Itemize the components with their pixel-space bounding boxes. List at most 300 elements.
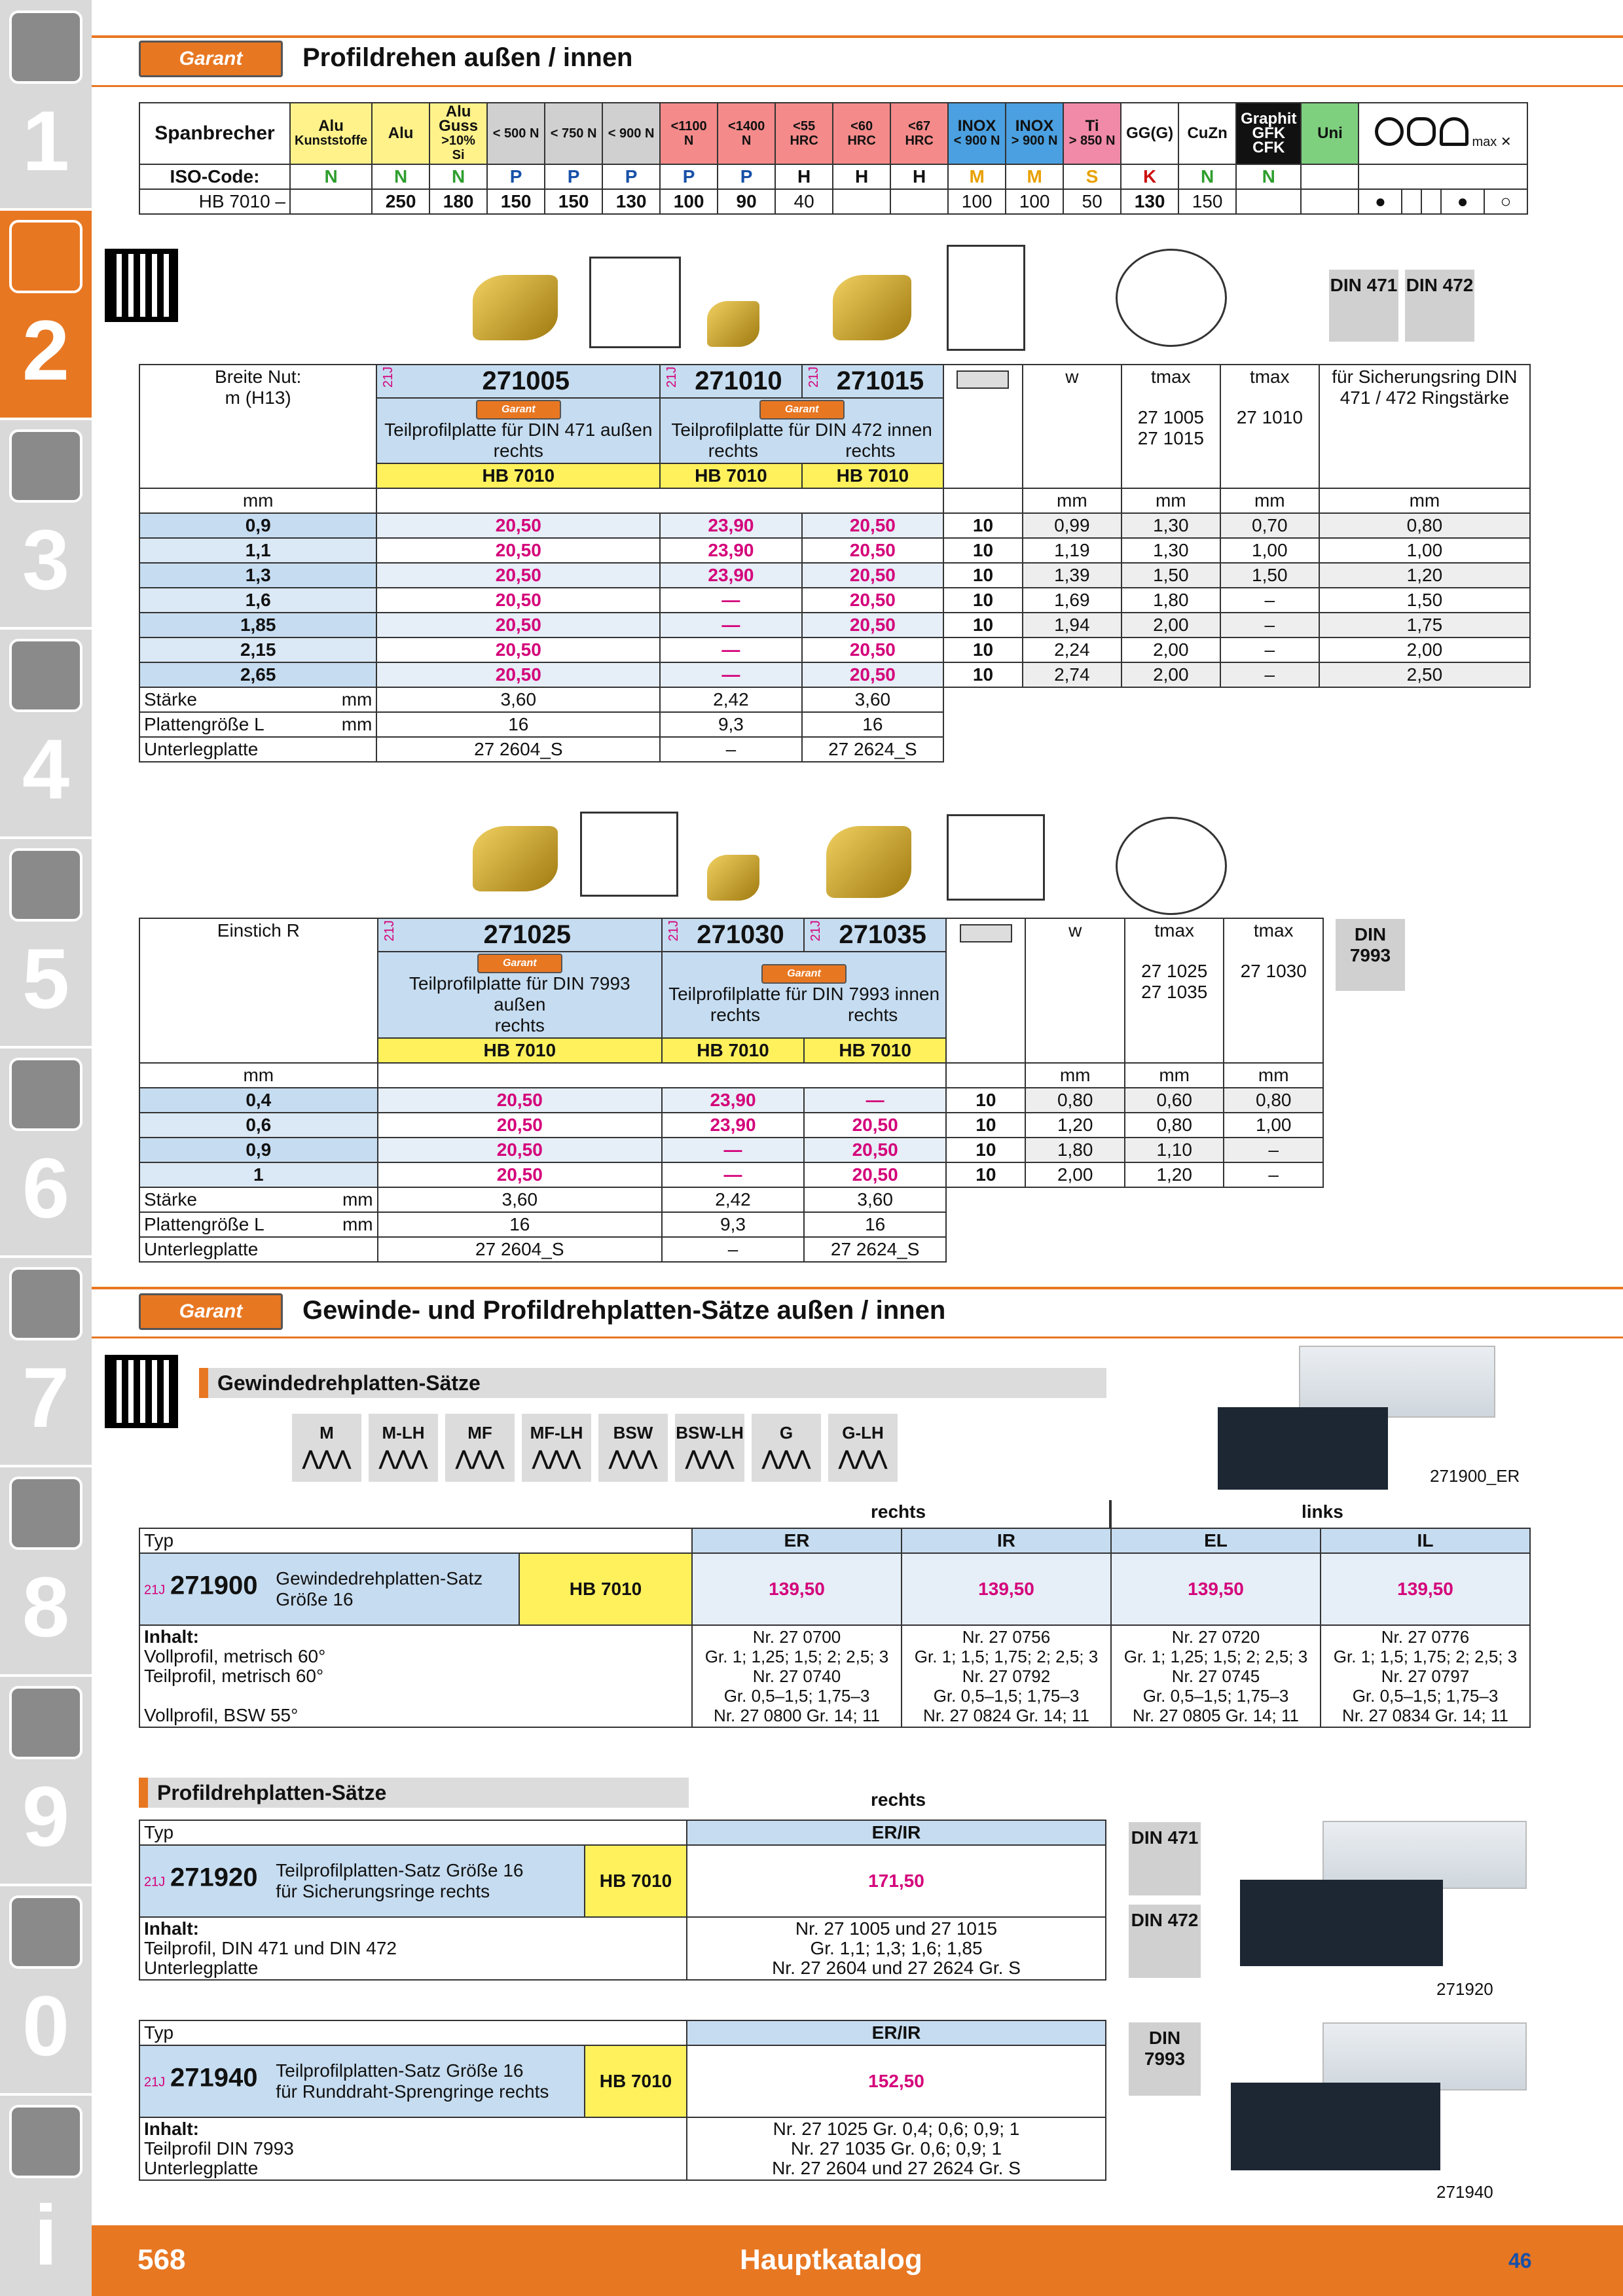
cutting-speed: [1236, 189, 1301, 214]
label-text: Unterlegplatte: [144, 739, 259, 759]
typ-header: Typ: [139, 1820, 687, 1845]
content-line: Gr. 0,5–1,5; 1,75–3: [933, 1686, 1080, 1706]
divider: [0, 2093, 92, 2096]
header-text: m (H13): [225, 387, 291, 408]
table-row: [139, 712, 1530, 737]
material-column: [1063, 103, 1121, 164]
set-box-photo: [1218, 1407, 1388, 1490]
insert-photo: [826, 826, 911, 898]
table-cell: [946, 1063, 1025, 1088]
chapter-number: 9: [22, 1768, 70, 1864]
material-column: [487, 103, 545, 164]
table-cell: –: [1224, 1138, 1323, 1162]
row-label: [139, 712, 376, 737]
thread-label: G: [779, 1423, 793, 1443]
material-column: [890, 103, 948, 164]
din-472-badge: DIN 472: [1405, 270, 1474, 342]
section-divider: [92, 85, 1623, 87]
column-header: IL: [1321, 1528, 1530, 1553]
divider: [0, 627, 92, 630]
table-cell: —: [804, 1088, 946, 1113]
nav-item-chapter[interactable]: [0, 1885, 92, 2094]
dimension-header: [139, 918, 378, 1063]
table-row: [139, 737, 1530, 762]
table-cell: 1,10: [1125, 1138, 1224, 1162]
article-cell: [139, 1845, 585, 1917]
hand-text: rechts: [710, 1005, 761, 1025]
column-header: IR: [902, 1528, 1111, 1553]
thread-type-badge: [445, 1414, 515, 1482]
table-cell: 2,15: [139, 637, 376, 662]
unit-text: mm: [342, 1214, 373, 1234]
unit-cell: mm: [1023, 488, 1122, 513]
article-desc: [662, 952, 946, 1038]
table-cell: —: [662, 1162, 804, 1187]
label-text: Stärke: [144, 689, 197, 709]
table-cell: 0,80: [1025, 1088, 1125, 1113]
iso-code: [1301, 164, 1359, 189]
insert-photo: [833, 275, 911, 340]
iso-code: P: [660, 164, 718, 189]
article-tag: 21J: [144, 1583, 166, 1598]
content-line: Gr. 1,1; 1,3; 1,6; 1,85: [810, 1938, 983, 1958]
table-cell: 2,00: [1122, 637, 1220, 662]
table-cell: —: [660, 637, 801, 662]
material-sub: < 500 N: [492, 126, 539, 141]
table-cell: –: [1220, 588, 1319, 613]
table-row: [139, 1138, 1323, 1162]
typ-header: Typ: [139, 2020, 687, 2045]
gewinde-sets-table: [139, 1528, 1531, 1728]
table-cell: 20,50: [804, 1113, 946, 1138]
thread-profile-icon: ⋀⋀⋀: [839, 1448, 887, 1469]
table-cell: 10: [943, 538, 1023, 563]
garant-logo: Garant: [477, 954, 562, 973]
material-name: Ti: [1085, 117, 1099, 135]
article-cell: [139, 1553, 519, 1625]
table-cell: 2,00: [1025, 1162, 1125, 1187]
chapter-icon: [9, 429, 82, 503]
row-label: Spanbrecher: [139, 103, 290, 164]
page-number: 568: [137, 2244, 186, 2276]
material-name: Alu: [388, 124, 414, 142]
table-cell: 10: [943, 613, 1023, 637]
desc-text: Teilprofilplatte für DIN 7993 innen: [668, 984, 940, 1004]
gewinde-sets-title: Gewindedrehplatten-Sätze: [199, 1368, 1106, 1398]
nav-item-chapter[interactable]: [0, 1466, 92, 1676]
table-cell: 0,9: [139, 513, 376, 538]
chapter-icon: [9, 2105, 82, 2178]
table-cell: 2,42: [660, 687, 801, 712]
grade-cell: HB 7010: [660, 463, 801, 488]
table-cell: 20,50: [378, 1088, 662, 1113]
table-cell: 20,50: [804, 1138, 946, 1162]
material-sub: <1100 N: [670, 119, 707, 148]
chapter-number: 7: [22, 1350, 70, 1445]
table-cell: 23,90: [662, 1088, 804, 1113]
article-desc: [376, 398, 660, 463]
content-line: Gr. 1; 1,25; 1,5; 2; 2,5; 3: [704, 1647, 889, 1666]
w-header: w: [1025, 918, 1125, 1063]
nav-item-chapter[interactable]: [0, 2094, 92, 2296]
table-cell: 2,65: [139, 662, 376, 687]
groove-drawing: [589, 257, 681, 348]
table-cell: 1,20: [1125, 1162, 1224, 1187]
suitability-mark: ●: [1441, 189, 1484, 214]
inhalt-label: Inhalt:: [144, 1626, 199, 1647]
table-cell: 0,9: [139, 1138, 378, 1162]
article-tag: 21J: [144, 2075, 166, 2090]
table-cell: 0,80: [1224, 1088, 1323, 1113]
table-row: [139, 1187, 1323, 1212]
article-desc: [378, 952, 662, 1038]
chapter-icon: [9, 639, 82, 712]
thread-label: G-LH: [842, 1423, 884, 1443]
garant-logo: Garant: [476, 400, 561, 420]
material-sub: <55 HRC: [790, 119, 818, 148]
material-column: [1121, 103, 1178, 164]
table-cell: –: [1220, 637, 1319, 662]
content-line: Nr. 27 1005 und 27 1015: [795, 1918, 998, 1939]
table-row: [139, 563, 1530, 588]
article-tag: 21J: [144, 1874, 166, 1890]
row-label: [139, 1237, 378, 1262]
din-472-badge: DIN 472: [1129, 1905, 1201, 1978]
article-tag: 21J: [806, 367, 821, 388]
table-cell: 20,50: [376, 613, 660, 637]
table-cell: 1,30: [1122, 538, 1220, 563]
nav-item-chapter[interactable]: [0, 1047, 92, 1257]
thread-types: [292, 1414, 1104, 1486]
unit-text: mm: [341, 714, 373, 734]
profil-sets-title: Profildrehplatten-Sätze: [139, 1778, 689, 1808]
footer-code: 46: [1508, 2249, 1532, 2272]
table-cell: 27 2604_S: [378, 1237, 662, 1262]
table-cell: 27 2624_S: [802, 737, 943, 762]
section-divider: [92, 1287, 1623, 1289]
dimension-header: [139, 365, 376, 488]
content-line: Nr. 27 0756: [962, 1627, 1051, 1647]
table-cell: 3,60: [378, 1187, 662, 1212]
content-cell: [902, 1625, 1111, 1727]
hand-text: rechts: [848, 1005, 898, 1025]
table-cell: 0,70: [1220, 513, 1319, 538]
content-row: Teilprofil DIN 7993: [144, 2138, 294, 2159]
content-cell: [687, 1917, 1106, 1980]
label-text: Plattengröße L: [144, 1214, 264, 1234]
material-column: [1236, 103, 1301, 164]
header-text: tmax: [1154, 920, 1195, 941]
table-row: [139, 687, 1530, 712]
content-row: Unterlegplatte: [144, 2158, 259, 2178]
table-cell: 2,24: [1023, 637, 1122, 662]
unit-cell: mm: [1122, 488, 1220, 513]
cutting-speed: 130: [602, 189, 660, 214]
table-cell: 1,85: [139, 613, 376, 637]
hand-text: rechts: [708, 440, 759, 461]
table-cell: –: [660, 737, 801, 762]
cutting-speed: [1301, 189, 1359, 214]
insert-photo: [707, 855, 759, 901]
section-drawing: [947, 245, 1025, 351]
table-cell: 0,4: [139, 1088, 378, 1113]
hand-text: rechts: [845, 440, 896, 461]
article-code: 271025: [483, 920, 571, 949]
article-code: 271015: [836, 367, 924, 395]
article-code: 271010: [695, 367, 782, 395]
table-cell: 27 2604_S: [376, 737, 660, 762]
table-cell: 20,50: [802, 588, 943, 613]
din-471-badge: DIN 471: [1329, 270, 1398, 342]
content-line: Nr. 27 0824 Gr. 14; 11: [923, 1706, 1089, 1725]
article-code-cell: [378, 918, 662, 952]
article-code-cell: [660, 365, 801, 398]
desc-text: Gewindedrehplatten-Satz Größe 16: [276, 1568, 483, 1609]
din-7993-badge: DIN 7993: [1129, 2022, 1201, 2096]
price-cell: 152,50: [687, 2045, 1106, 2117]
thread-type-badge: [292, 1414, 361, 1482]
iso-code: P: [602, 164, 660, 189]
inhalt-label: Inhalt:: [144, 1918, 199, 1939]
content-line: Nr. 27 0700: [752, 1627, 841, 1647]
table-cell: 20,50: [378, 1113, 662, 1138]
table-cell: 1,1: [139, 538, 376, 563]
desc-text: [276, 2060, 549, 2102]
row-label: [139, 687, 376, 712]
row-label: [139, 737, 376, 762]
chapter-number: 0: [22, 1978, 70, 2073]
content-line: Gr. 0,5–1,5; 1,75–3: [1352, 1686, 1499, 1706]
qr-code-icon[interactable]: [105, 1355, 178, 1428]
content-line: Gr. 1; 1,5; 1,75; 2; 2,5; 3: [914, 1647, 1099, 1666]
table-cell: 20,50: [378, 1138, 662, 1162]
table-cell: 1,00: [1224, 1113, 1323, 1138]
iso-code: P: [545, 164, 602, 189]
material-sub: < 750 N: [550, 126, 597, 141]
content-line: Nr. 27 1035 Gr. 0,6; 0,9; 1: [790, 2138, 1002, 2159]
qr-code-icon[interactable]: [105, 249, 178, 322]
thread-label: BSW: [613, 1423, 653, 1443]
desc-text: Teilprofilplatte für DIN 472 innen: [671, 420, 932, 440]
desc-text: [276, 1860, 523, 1902]
garant-logo: Garant: [761, 964, 847, 984]
table-cell: 3,60: [802, 687, 943, 712]
table-cell: 23,90: [662, 1113, 804, 1138]
chapter-number: 4: [22, 721, 70, 817]
chapter-number: i: [33, 2187, 58, 2283]
price-cell: 139,50: [1111, 1553, 1321, 1625]
material-sub: < 900 N: [608, 126, 655, 141]
nav-item-chapter[interactable]: [0, 1676, 92, 1885]
thread-profile-icon: ⋀⋀⋀: [302, 1448, 351, 1469]
table-cell: 20,50: [376, 538, 660, 563]
divider: [0, 1255, 92, 1258]
grade-cell: HB 7010: [378, 1038, 662, 1063]
label-text: Unterlegplatte: [144, 1239, 259, 1259]
chapter-number: 8: [22, 1559, 70, 1655]
article-code-cell: [376, 365, 660, 398]
article-tag: 21J: [809, 920, 824, 942]
row-label: ISO-Code:: [139, 164, 290, 189]
table-cell: 1,30: [1122, 513, 1220, 538]
table-row: [139, 637, 1530, 662]
table-cell: 1,20: [1025, 1113, 1125, 1138]
chapter-icon: [9, 10, 82, 84]
table-cell: 1,50: [1220, 563, 1319, 588]
thread-type-badge: [598, 1414, 668, 1482]
content-line: Nr. 27 0745: [1171, 1666, 1260, 1686]
nav-item-chapter[interactable]: [0, 628, 92, 838]
material-sub: <1400 N: [728, 119, 765, 148]
divider: [0, 1046, 92, 1049]
table-cell: 20,50: [378, 1162, 662, 1187]
no-coolant-icon: ✕: [1500, 135, 1512, 149]
suitability-mark: [1421, 189, 1441, 214]
cutting-speed: [890, 189, 948, 214]
tmax-header: [1122, 365, 1220, 488]
row-label: [139, 1212, 378, 1237]
iso-code: N: [290, 164, 372, 189]
table-cell: 1,00: [1319, 538, 1530, 563]
table-cell: 16: [804, 1212, 946, 1237]
garant-logo: Garant: [139, 41, 283, 77]
chapter-number: 2: [22, 302, 70, 398]
table-cell: [943, 488, 1023, 513]
chapter-icon: [9, 1477, 82, 1550]
thread-profile-icon: ⋀⋀⋀: [379, 1448, 428, 1469]
article-code-cell: [802, 365, 943, 398]
thread-type-badge: [675, 1414, 744, 1482]
table-cell: 2,00: [1122, 613, 1220, 637]
table-cell: 0,80: [1125, 1113, 1224, 1138]
material-sub: <60 HRC: [847, 119, 876, 148]
content-row: Teilprofil, DIN 471 und DIN 472: [144, 1938, 397, 1958]
cutting-speed: 100: [1006, 189, 1063, 214]
iso-code: N: [429, 164, 487, 189]
insert-photo: [473, 275, 558, 340]
section-divider: [92, 35, 1623, 38]
table-cell: 10: [943, 513, 1023, 538]
unit-text: mm: [342, 1189, 373, 1210]
content-row: Teilprofil, metrisch 60°: [144, 1666, 324, 1686]
table-cell: 16: [376, 712, 660, 737]
insert-thickness-icon: [943, 365, 1023, 488]
din-7993-badge: DIN 7993: [1336, 919, 1405, 991]
thread-type-badge: [828, 1414, 898, 1482]
content-line: Nr. 27 0805 Gr. 14; 11: [1133, 1706, 1299, 1725]
iso-code: K: [1121, 164, 1178, 189]
nav-item-chapter[interactable]: [0, 1257, 92, 1466]
chapter-number: 1: [22, 93, 70, 188]
material-column: [775, 103, 833, 164]
table-cell: 10: [946, 1138, 1025, 1162]
content-line: Nr. 27 0776: [1381, 1627, 1470, 1647]
nav-item-chapter[interactable]: [0, 209, 92, 419]
article-tag: 21J: [381, 367, 396, 388]
table-cell: 16: [378, 1212, 662, 1237]
table-cell: 20,50: [802, 637, 943, 662]
header-text: 27 1010: [1236, 407, 1303, 427]
column-header: ER/IR: [687, 1820, 1106, 1845]
tmax-header: [1125, 918, 1224, 1063]
article-code: 271920: [170, 1863, 258, 1892]
article-desc: [660, 398, 943, 463]
header-text: 27 1005 27 1015: [1137, 407, 1204, 448]
table-cell: 2,42: [662, 1187, 804, 1212]
article-code: 271005: [482, 367, 570, 395]
unit-cell: mm: [139, 488, 376, 513]
chapter-icon: [9, 1058, 82, 1131]
garant-logo: Garant: [139, 1293, 283, 1330]
material-name: GG(G): [1126, 124, 1174, 142]
grade-cell: HB 7010: [519, 1553, 692, 1625]
cutting-speed: [290, 189, 372, 214]
table-cell: 20,50: [376, 588, 660, 613]
table-row: [139, 662, 1530, 687]
garant-logo: Garant: [759, 400, 845, 420]
section-drawing: [947, 814, 1045, 901]
content-line: Nr. 27 0800 Gr. 14; 11: [714, 1706, 880, 1725]
din-471-badge: DIN 471: [1129, 1822, 1201, 1895]
desc-line: für Sicherungsringe rechts: [276, 1881, 490, 1901]
header-text: tmax: [1253, 920, 1294, 941]
table-row: [139, 1162, 1323, 1187]
article-code: 271900: [170, 1571, 258, 1600]
article-code-cell: [662, 918, 804, 952]
content-line: Nr. 27 1025 Gr. 0,4; 0,6; 0,9; 1: [773, 2119, 1020, 2139]
material-name: Alu Guss: [439, 103, 479, 135]
suitability-mark: [1402, 189, 1421, 214]
row-label: [139, 1187, 378, 1212]
nav-item-chapter[interactable]: [0, 838, 92, 1047]
content-line: Nr. 27 0792: [962, 1666, 1051, 1686]
iso-code: N: [372, 164, 429, 189]
chapter-icon: [9, 1686, 82, 1759]
content-line: Nr. 27 0797: [1381, 1666, 1470, 1686]
content-line: Nr. 27 0834 Gr. 14; 11: [1342, 1706, 1508, 1725]
rechts-label: rechts: [871, 1501, 926, 1522]
table-cell: —: [662, 1138, 804, 1162]
iso-code: N: [1236, 164, 1301, 189]
table-cell: 1,19: [1023, 538, 1122, 563]
table-cell: 1,6: [139, 588, 376, 613]
material-name: Alu: [318, 117, 344, 135]
thread-label: BSW-LH: [676, 1423, 744, 1443]
nav-item-chapter[interactable]: [0, 0, 92, 209]
suitability-mark: ●: [1359, 189, 1402, 214]
divider: [0, 1674, 92, 1677]
table-cell: 3,60: [804, 1187, 946, 1212]
table-cell: 1,00: [1220, 538, 1319, 563]
iso-code: P: [718, 164, 775, 189]
material-name: Graphit GFK CFK: [1241, 110, 1297, 156]
header-text: 27 1030: [1240, 961, 1307, 981]
unit-cell: mm: [1319, 488, 1530, 513]
table-cell: 0,99: [1023, 513, 1122, 538]
grade-cell: HB 7010: [662, 1038, 804, 1063]
nav-item-chapter[interactable]: [0, 419, 92, 628]
section-title: Profildrehen außen / innen: [302, 43, 633, 72]
thread-profile-icon: ⋀⋀⋀: [456, 1448, 504, 1469]
cutting-speed: 150: [487, 189, 545, 214]
table-cell: 20,50: [804, 1162, 946, 1187]
article-tag: 21J: [382, 920, 397, 942]
table-cell: 2,50: [1319, 662, 1530, 687]
table-cell: –: [1224, 1162, 1323, 1187]
groove-drawing: [580, 812, 678, 897]
cutting-speed: 40: [775, 189, 833, 214]
thread-label: M-LH: [382, 1423, 425, 1443]
